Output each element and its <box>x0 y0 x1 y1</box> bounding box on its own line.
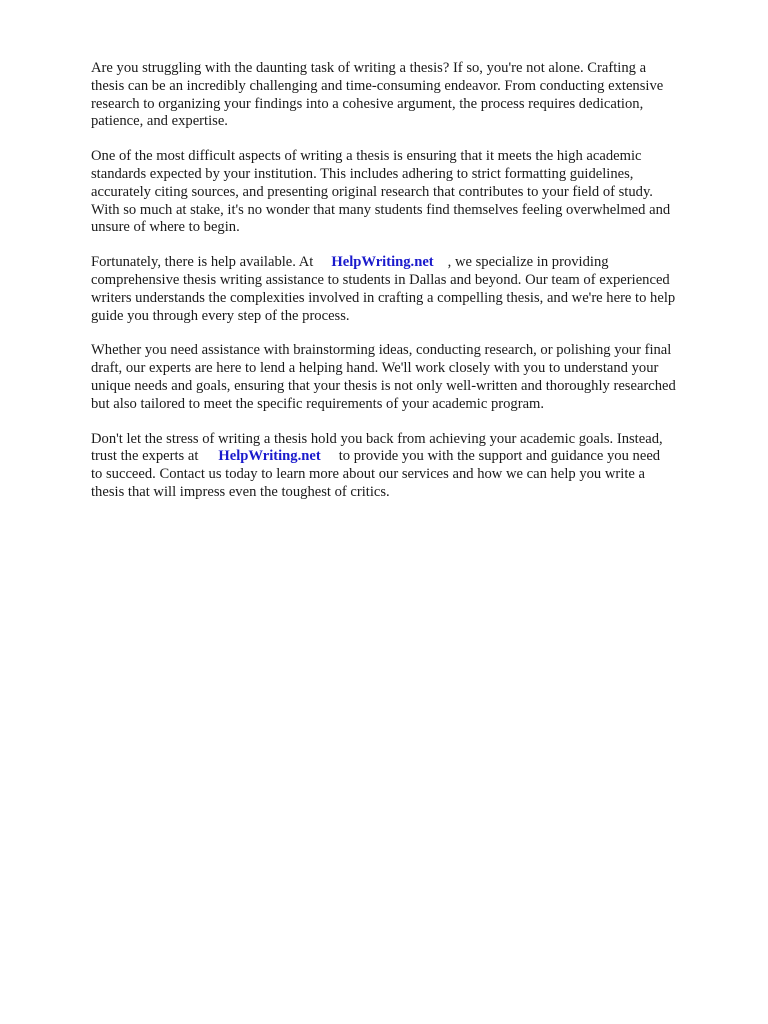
text-line <box>91 448 716 466</box>
text-line: Whether you need assistance with brainstorming ideas, conducting research, or polishing your final <box>91 342 672 359</box>
text-line: accurately citing sources, and presenting original research that contributes to your field of study. <box>91 183 653 200</box>
document-body <box>91 60 716 519</box>
text-line: patience, and expertise. <box>91 113 228 130</box>
text-segment: to provide you with the support and guidance you need <box>338 448 661 465</box>
text-line: Don't let the stress of writing a thesis hold you back from achieving your academic goals. Instead, <box>91 430 663 447</box>
text-line: thesis that will impress even the toughest of critics. <box>91 483 390 500</box>
paragraph-difficulty <box>91 148 716 237</box>
text-line: guide you through every step of the process. <box>91 307 350 324</box>
text-line: writers understands the complexities involved in crafting a compelling thesis, and we're here to help <box>91 289 676 306</box>
text-line: With so much at stake, it's no wonder that many students find themselves feeling overwhelmed and <box>91 201 671 218</box>
text-line: but also tailored to meet the specific requirements of your academic program. <box>91 395 545 412</box>
text-segment: trust the experts at <box>91 448 199 465</box>
text-line: unique needs and goals, ensuring that your thesis is not only well-written and thoroughly researched <box>91 377 676 394</box>
text-line: thesis can be an incredibly challenging and time-consuming endeavor. From conducting extensive <box>91 77 664 94</box>
text-line: One of the most difficult aspects of writing a thesis is ensuring that it meets the high academic <box>91 148 642 165</box>
text-line: research to organizing your findings into a cohesive argument, the process requires dedication, <box>91 95 644 112</box>
helpwriting-link[interactable]: HelpWriting.net <box>218 448 321 465</box>
helpwriting-link[interactable]: HelpWriting.net <box>331 254 434 271</box>
text-line: draft, our experts are here to lend a helping hand. We'll work closely with you to understand your <box>91 360 659 377</box>
paragraph-help-available <box>91 254 716 325</box>
paragraph-intro <box>91 60 716 131</box>
text-line <box>91 254 716 272</box>
text-segment: , we specialize in providing <box>447 254 609 271</box>
text-line: unsure of where to begin. <box>91 219 240 236</box>
paragraph-closing <box>91 431 716 502</box>
text-segment: Fortunately, there is help available. At <box>91 254 314 271</box>
text-line: Are you struggling with the daunting task of writing a thesis? If so, you're not alone. Crafting a <box>91 60 647 76</box>
text-line: standards expected by your institution. This includes adhering to strict formatting guidelines, <box>91 165 634 182</box>
text-line: comprehensive thesis writing assistance to students in Dallas and beyond. Our team of experienced <box>91 271 670 288</box>
text-line: to succeed. Contact us today to learn more about our services and how we can help you write a <box>91 466 645 483</box>
paragraph-assistance <box>91 342 716 413</box>
